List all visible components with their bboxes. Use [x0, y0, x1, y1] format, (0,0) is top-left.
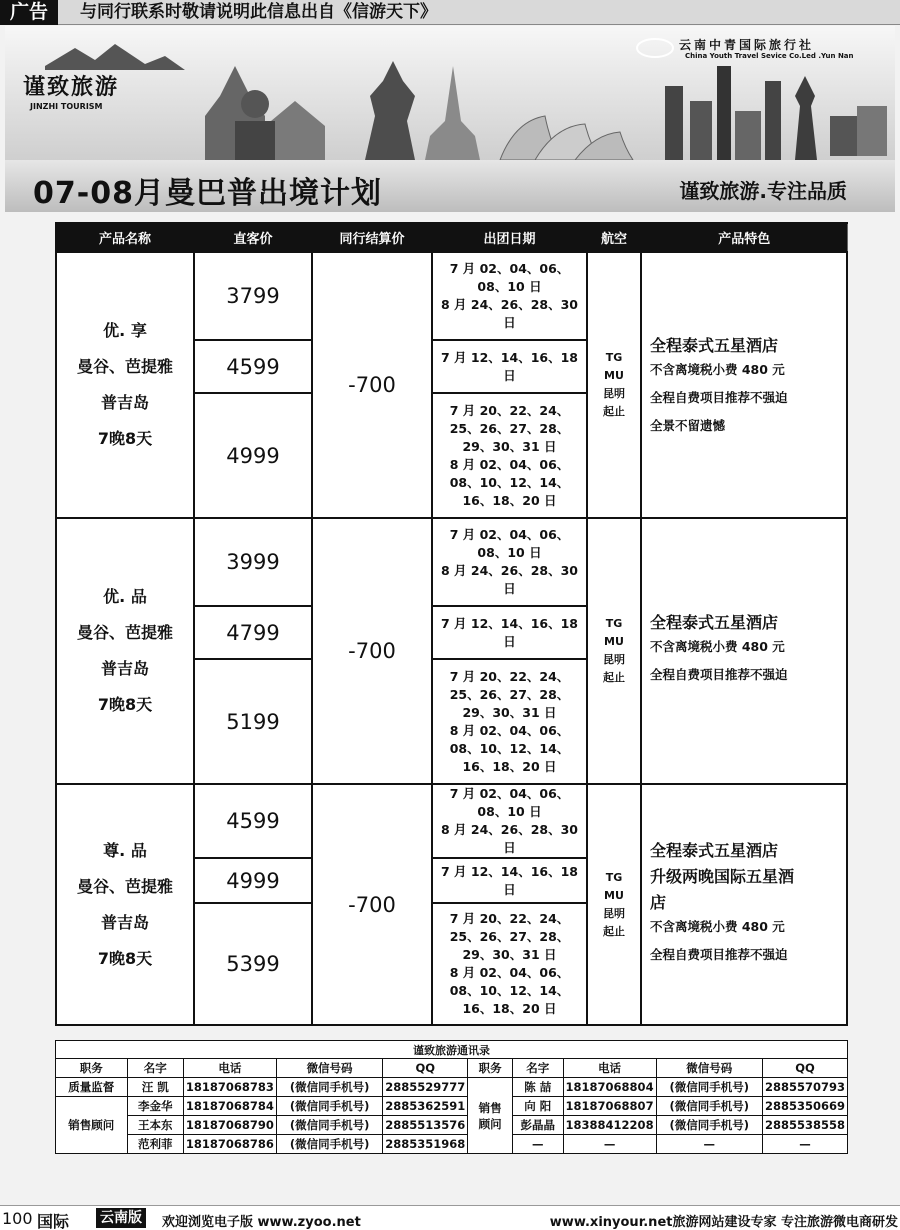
footer-right-text: www.xinyour.net旅游网站建设专家 专注旅游微电商研发: [549, 1215, 898, 1230]
retail-price: 5199: [194, 659, 312, 784]
retail-price: 4599: [194, 784, 312, 858]
contact-role: 销售顾问: [56, 1097, 128, 1154]
contact-qq: 2885538558: [762, 1116, 847, 1135]
contacts-header: 名字: [513, 1059, 564, 1078]
departure-dates: [432, 903, 587, 1025]
contact-phone: 18187068783: [183, 1078, 276, 1097]
contact-name: 向 阳: [513, 1097, 564, 1116]
contact-name: 彭晶晶: [513, 1116, 564, 1135]
date-line: 08、10、12、14、: [449, 983, 570, 998]
contact-phone: 18187068804: [563, 1078, 656, 1097]
settle-price: -700: [312, 784, 432, 1025]
airline-cell: [587, 252, 641, 518]
airline-line: 昆明: [603, 387, 625, 400]
contacts-header-row: [56, 1059, 848, 1078]
date-line: 08、10 日: [477, 279, 542, 294]
contacts-title: 谨致旅游通讯录: [56, 1041, 848, 1059]
product-tier: 优. 品: [103, 587, 147, 606]
contact-wechat: —: [656, 1135, 762, 1154]
product-island: 普吉岛: [100, 659, 149, 678]
departure-dates: [432, 518, 587, 606]
feature-line: 不含离境税小费 480 元: [650, 918, 785, 934]
header-banner: [5, 26, 895, 160]
date-line: 7 月 20、22、24、: [449, 911, 570, 926]
product-duration: 7晚8天: [97, 429, 153, 448]
header-product-name: 产品名称: [56, 223, 194, 252]
date-line: 7 月 20、22、24、: [449, 668, 570, 684]
departure-dates: [432, 340, 587, 393]
date-line: 7 月 12、14、16、18: [441, 615, 578, 631]
date-line: 7 月 02、04、06、: [449, 786, 570, 801]
airline-line: 昆明: [603, 906, 625, 920]
contact-phone: —: [563, 1135, 656, 1154]
header-departure-dates: 出团日期: [432, 223, 587, 252]
contact-qq: 2885570793: [762, 1078, 847, 1097]
contact-name: 王本东: [127, 1116, 183, 1135]
contacts-header: QQ: [762, 1059, 847, 1078]
feature-line: 不含离境税小费 480 元: [650, 639, 785, 654]
airline-line: MU: [604, 369, 624, 382]
header-settle-price: 同行结算价: [312, 223, 432, 252]
page-number: 100: [2, 1209, 33, 1228]
airline-line: 起止: [603, 405, 625, 418]
header-features: 产品特色: [641, 223, 847, 252]
contact-role: [468, 1078, 513, 1154]
contact-qq: 2885529777: [383, 1078, 468, 1097]
product-duration: 7晚8天: [97, 948, 153, 968]
airline-line: MU: [604, 888, 624, 902]
date-line: 日: [503, 633, 516, 649]
date-line: 日: [503, 881, 516, 897]
section-label: 国际: [37, 1212, 70, 1230]
table-row: [56, 1116, 848, 1135]
date-line: 7 月 02、04、06、: [449, 527, 570, 542]
airline-line: 昆明: [603, 653, 625, 666]
ad-label: 广告: [0, 0, 58, 25]
feature-line: 不含离境税小费 480 元: [650, 362, 785, 377]
date-line: 29、30、31 日: [462, 947, 557, 962]
contact-name: —: [513, 1135, 564, 1154]
product-name-cell: [56, 252, 194, 518]
date-line: 日: [503, 315, 516, 330]
contact-name: 范利菲: [127, 1135, 183, 1154]
airline-line: TG: [605, 870, 623, 884]
contact-wechat: (微信同手机号): [276, 1078, 382, 1097]
departure-dates: [432, 858, 587, 903]
product-tier: 尊. 品: [103, 840, 147, 860]
top-ad-bar: [0, 0, 900, 25]
contact-phone: 18187068807: [563, 1097, 656, 1116]
settle-price: -700: [312, 518, 432, 784]
contacts-header: 职务: [56, 1059, 128, 1078]
contact-qq: 2885351968: [383, 1135, 468, 1154]
feature-line: 全景不留遗憾: [650, 418, 726, 433]
retail-price: 4799: [194, 606, 312, 659]
contacts-header: 电话: [563, 1059, 656, 1078]
contact-phone: 18187068784: [183, 1097, 276, 1116]
contact-name: 李金华: [127, 1097, 183, 1116]
table-row: [56, 252, 847, 340]
date-line: 29、30、31 日: [462, 438, 557, 454]
retail-price: 4599: [194, 340, 312, 393]
features-cell: [641, 252, 847, 518]
contact-name: 汪 凯: [127, 1078, 183, 1097]
settle-price: -700: [312, 252, 432, 518]
departure-dates: [432, 252, 587, 340]
product-table: [55, 222, 848, 1026]
date-line: 16、18、20 日: [462, 1001, 557, 1016]
contact-phone: 18187068786: [183, 1135, 276, 1154]
contact-qq: 2885362591: [383, 1097, 468, 1116]
date-line: 日: [503, 581, 516, 596]
departure-dates: [432, 784, 587, 858]
date-line: 8 月 24、26、28、30: [441, 822, 578, 837]
airline-line: 起止: [603, 924, 625, 938]
edition-label: 云南版: [96, 1208, 146, 1228]
date-line: 29、30、31 日: [462, 704, 557, 720]
date-line: 08、10 日: [477, 804, 542, 819]
date-line: 08、10 日: [477, 545, 542, 560]
page-footer: [0, 1205, 900, 1230]
retail-price: 4999: [194, 393, 312, 518]
date-line: 7 月 12、14、16、18: [441, 349, 578, 365]
contact-wechat: (微信同手机号): [276, 1135, 382, 1154]
contact-phone: 18388412208: [563, 1116, 656, 1135]
ad-message: 与同行联系时敬请说明此信息出自《信游天下》: [80, 2, 437, 22]
contact-qq: 2885513576: [383, 1116, 468, 1135]
date-line: 08、10、12、14、: [449, 474, 570, 490]
table-row: [56, 1135, 848, 1154]
features-cell: [641, 518, 847, 784]
contact-role-line: 销售: [478, 1100, 502, 1115]
date-line: 8 月 02、04、06、: [449, 965, 570, 980]
product-duration: 7晚8天: [97, 695, 153, 714]
airline-cell: [587, 784, 641, 1025]
retail-price: 3999: [194, 518, 312, 606]
contacts-title-row: [56, 1041, 848, 1059]
title-strip: [5, 160, 895, 212]
product-tier: 优. 享: [103, 321, 147, 340]
date-line: 25、26、27、28、: [449, 420, 570, 436]
contacts-header: 电话: [183, 1059, 276, 1078]
contact-qq: —: [762, 1135, 847, 1154]
feature-line: 店: [650, 892, 667, 912]
retail-price: 4999: [194, 858, 312, 903]
date-line: 7 月 02、04、06、: [449, 261, 570, 276]
agency-name: 云南中青国际旅行社: [679, 38, 815, 52]
departure-dates: [432, 606, 587, 659]
product-name-cell: [56, 784, 194, 1025]
date-line: 日: [503, 367, 516, 383]
feature-line: 全程自费项目推荐不强迫: [650, 667, 788, 682]
feature-line: 全程泰式五星酒店: [650, 613, 779, 632]
contact-qq: 2885350669: [762, 1097, 847, 1116]
product-route: 曼谷、芭提雅: [76, 357, 173, 376]
logo-cn: 谨致旅游: [23, 74, 120, 100]
contacts-header: 名字: [127, 1059, 183, 1078]
header-airline: 航空: [587, 223, 641, 252]
date-line: 25、26、27、28、: [449, 929, 570, 944]
table-header-row: [56, 223, 847, 252]
date-line: 日: [503, 840, 516, 855]
product-name-cell: [56, 518, 194, 784]
airline-line: TG: [605, 617, 623, 630]
contact-name: 陈 喆: [513, 1078, 564, 1097]
table-row: [56, 518, 847, 606]
contact-phone: 18187068790: [183, 1116, 276, 1135]
contacts-table: [55, 1040, 848, 1154]
date-line: 08、10、12、14、: [449, 740, 570, 756]
product-route: 曼谷、芭提雅: [76, 623, 173, 642]
contact-wechat: (微信同手机号): [276, 1116, 382, 1135]
contact-wechat: (微信同手机号): [656, 1097, 762, 1116]
date-line: 8 月 24、26、28、30: [441, 563, 578, 578]
features-cell: [641, 784, 847, 1025]
contact-wechat: (微信同手机号): [656, 1078, 762, 1097]
feature-line: 升级两晚国际五星酒: [650, 866, 795, 886]
departure-dates: [432, 393, 587, 518]
date-line: 25、26、27、28、: [449, 686, 570, 702]
product-island: 普吉岛: [100, 912, 149, 932]
table-row: [56, 1078, 848, 1097]
contact-wechat: (微信同手机号): [276, 1097, 382, 1116]
airline-line: 起止: [603, 671, 625, 684]
product-route: 曼谷、芭提雅: [76, 876, 173, 896]
airline-line: TG: [605, 351, 623, 364]
table-row: [56, 1097, 848, 1116]
departure-dates: [432, 659, 587, 784]
retail-price: 3799: [194, 252, 312, 340]
contacts-header: 微信号码: [276, 1059, 382, 1078]
contact-role: 质量监督: [56, 1078, 128, 1097]
table-row: [56, 784, 847, 858]
welcome-text: 欢迎浏览电子版 www.zyoo.net: [162, 1215, 361, 1230]
page-title: 07-08月曼巴普出境计划: [33, 176, 382, 211]
retail-price: 5399: [194, 903, 312, 1025]
date-line: 7 月 12、14、16、18: [441, 863, 578, 879]
airline-line: MU: [604, 635, 624, 648]
contacts-header: 微信号码: [656, 1059, 762, 1078]
feature-line: 全程自费项目推荐不强迫: [650, 946, 788, 962]
agency-en: China Youth Travel Sevice Co.Led .Yun Nan: [685, 52, 854, 60]
date-line: 8 月 02、04、06、: [449, 456, 570, 472]
header-retail-price: 直客价: [194, 223, 312, 252]
logo-en: JINZHI TOURISM: [30, 102, 103, 111]
date-line: 8 月 24、26、28、30: [441, 297, 578, 312]
contacts-header: 职务: [468, 1059, 513, 1078]
airline-cell: [587, 518, 641, 784]
date-line: 16、18、20 日: [462, 758, 557, 774]
feature-line: 全程泰式五星酒店: [650, 336, 779, 355]
date-line: 7 月 20、22、24、: [449, 402, 570, 418]
feature-line: 全程泰式五星酒店: [650, 840, 779, 860]
date-line: 16、18、20 日: [462, 492, 557, 508]
contact-role-line: 顾问: [478, 1116, 502, 1131]
contact-wechat: (微信同手机号): [656, 1116, 762, 1135]
date-line: 8 月 02、04、06、: [449, 722, 570, 738]
product-island: 普吉岛: [100, 393, 149, 412]
slogan: 谨致旅游.专注品质: [679, 179, 847, 203]
feature-line: 全程自费项目推荐不强迫: [650, 390, 788, 405]
contacts-header: QQ: [383, 1059, 468, 1078]
